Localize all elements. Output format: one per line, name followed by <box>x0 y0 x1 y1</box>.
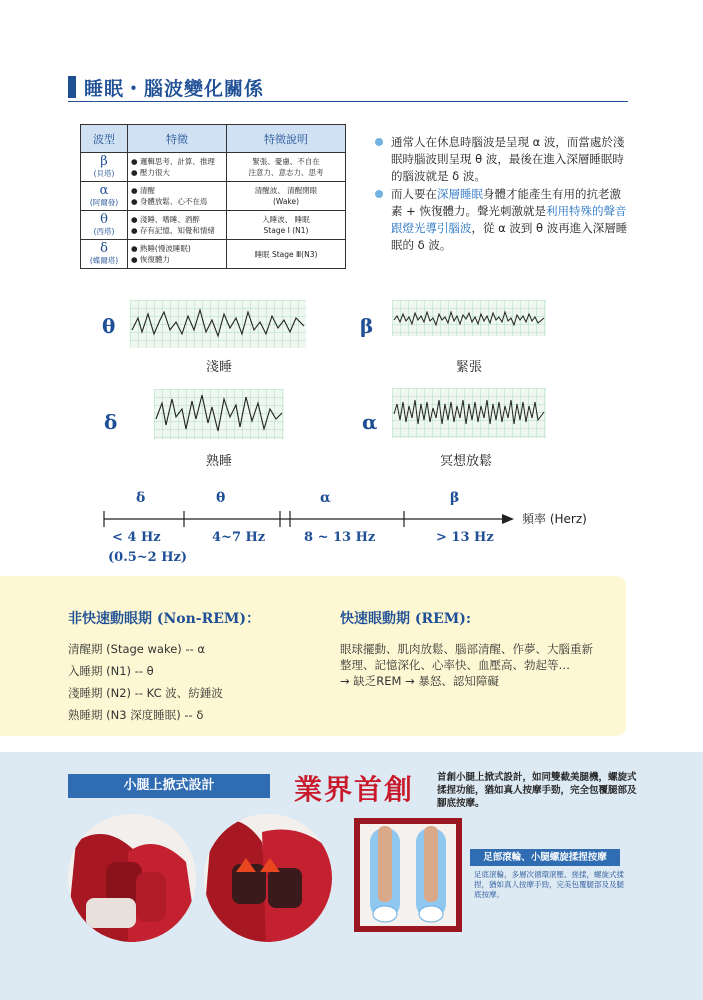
wave-table <box>80 124 346 269</box>
bullet-paragraph-1: 通常人在休息時腦波是呈現 α 波，而當處於淺眠時腦波則呈現 θ 波，最後在進入深層睡眠時的腦波就是 δ 波。 <box>375 134 630 185</box>
desc-item: 睡眠 Stage Ⅲ(N3) <box>254 249 318 259</box>
highlight-text: 深層睡眠 <box>437 187 483 201</box>
beta-label: 緊張 <box>456 360 483 375</box>
header-description: 特徵說明 <box>227 125 346 153</box>
feature-item: ● 清醒 <box>131 186 155 195</box>
delta-wave-graph <box>154 389 284 439</box>
wave-name: (貝塔) <box>93 169 115 178</box>
nonrem-heading: 非快速動眼期 (Non-REM)： <box>68 611 261 627</box>
scale-beta: β <box>450 490 460 506</box>
feature-item: ● 淺睡、嗜睡、酒醉 <box>131 215 200 224</box>
rem-line: 整理、記憶深化、心率快、血壓高、勃起等… <box>340 658 570 672</box>
alpha-label: 冥想放鬆 <box>440 454 493 469</box>
table-header-row <box>81 125 346 153</box>
delta-label: 熟睡 <box>206 454 233 469</box>
scale-delta: δ <box>136 490 146 506</box>
beta-symbol: β <box>360 314 374 338</box>
theta-wave-graph <box>130 300 306 348</box>
wave-name: (蝶爾塔) <box>89 256 119 265</box>
range-delta: < 4 Hz <box>112 530 161 545</box>
industry-first-heading: 業界首創 <box>294 773 415 806</box>
foot-roller-label: 足部滾輪、小腿螺旋揉捏按摩 <box>470 849 620 866</box>
delta-symbol: δ <box>104 410 118 434</box>
range-beta: > 13 Hz <box>436 530 494 545</box>
theta-label: 淺睡 <box>206 360 233 375</box>
beta-wave-graph <box>392 300 546 336</box>
feature-item: ● 存有記憶、知覺和情緒 <box>131 226 215 235</box>
wave-symbol: δ <box>100 241 108 256</box>
nonrem-item: 淺睡期 (N2) -- KC 波、紡錘波 <box>68 686 223 700</box>
frequency-axis <box>100 508 520 530</box>
wave-name: (阿爾發) <box>89 198 119 207</box>
feature-item: ● 壓力很大 <box>131 168 170 177</box>
scale-alpha: α <box>320 490 331 506</box>
chair-image-open <box>202 812 334 944</box>
nonrem-item: 入睡期 (N1) -- θ <box>68 664 154 678</box>
feature-item: ● 熟睡(慢波睡眠) <box>131 244 191 253</box>
table-row <box>81 211 346 240</box>
product-description: 首創小腿上掀式設計，如同雙截美腿機，螺旋式揉捏功能，猶如真人按摩手勁，完全包覆腿部及腳底按摩。 <box>437 772 637 809</box>
nonrem-item: 熟睡期 (N3 深度睡眠) -- δ <box>68 708 204 722</box>
theta-symbol: θ <box>102 314 116 338</box>
design-tag: 小腿上掀式設計 <box>68 774 270 798</box>
title-underline <box>68 101 628 102</box>
header-features: 特徵 <box>128 125 227 153</box>
table-row <box>81 153 346 182</box>
wave-name: (西塔) <box>93 227 115 236</box>
range-theta: 4~7 Hz <box>212 530 266 545</box>
desc-item: 清醒波、 清醒閉眼 <box>254 186 318 195</box>
desc-item: (Wake) <box>272 197 300 206</box>
bullet-dot-icon <box>375 138 383 146</box>
feature-item: ● 身體放鬆、心不在焉 <box>131 197 208 206</box>
alpha-wave-graph <box>392 388 546 438</box>
nonrem-item: 清醒期 (Stage wake) -- α <box>68 642 205 656</box>
scale-theta: θ <box>216 490 226 506</box>
range-delta-sub: (0.5~2 Hz) <box>108 550 188 565</box>
desc-item: 入睡波、 睡眠 <box>262 215 310 224</box>
highlight-text: 利用特殊的聲音跟燈光導引腦波 <box>391 204 627 235</box>
wave-symbol: α <box>99 183 109 198</box>
alpha-symbol: α <box>362 410 378 434</box>
table-row <box>81 182 346 211</box>
chair-image-closed <box>66 812 198 944</box>
wave-symbol: β <box>100 154 108 169</box>
foot-roller-description: 足底滾輪，多層次循環滾壓、搓揉，螺旋式揉捏，猶如真人按摩手勁，完美包覆腿部及及腿底按摩。 <box>474 870 624 899</box>
desc-item: 注意力、意志力、思考 <box>248 168 324 177</box>
rem-heading: 快速眼動期 (REM): <box>340 611 472 627</box>
bullet-paragraph-2: 而人要在深層睡眠身體才能產生有用的抗老激素 + 恢復體力。聲光刺激就是利用特殊的聲音跟燈光導引腦波，從 α 波到 θ 波再進入深層睡眠的 δ 波。 <box>375 186 630 254</box>
desc-item: Stage Ⅰ (N1) <box>263 226 309 235</box>
wave-symbol: θ <box>100 212 108 227</box>
axis-label: 頻率 (Herz) <box>522 512 587 526</box>
range-alpha: 8 ~ 13 Hz <box>304 530 376 545</box>
rem-line: → 缺乏REM → 暴怒、認知障礙 <box>340 674 499 688</box>
bullet-dot-icon <box>375 190 383 198</box>
feature-item: ● 恢復體力 <box>131 255 170 264</box>
table-row <box>81 240 346 269</box>
header-wave-type: 波型 <box>81 125 128 153</box>
title-bar-accent <box>68 76 76 98</box>
desc-item: 緊張、憂慮、不自在 <box>252 157 320 166</box>
feature-item: ● 邏輯思考、計算、推理 <box>131 157 215 166</box>
page-title: 睡眠・腦波變化關係 <box>84 78 265 100</box>
rem-line: 眼球擺動、肌肉放鬆、腦部清醒、作夢、大腦重新 <box>340 642 593 656</box>
leg-massage-image <box>354 818 462 932</box>
